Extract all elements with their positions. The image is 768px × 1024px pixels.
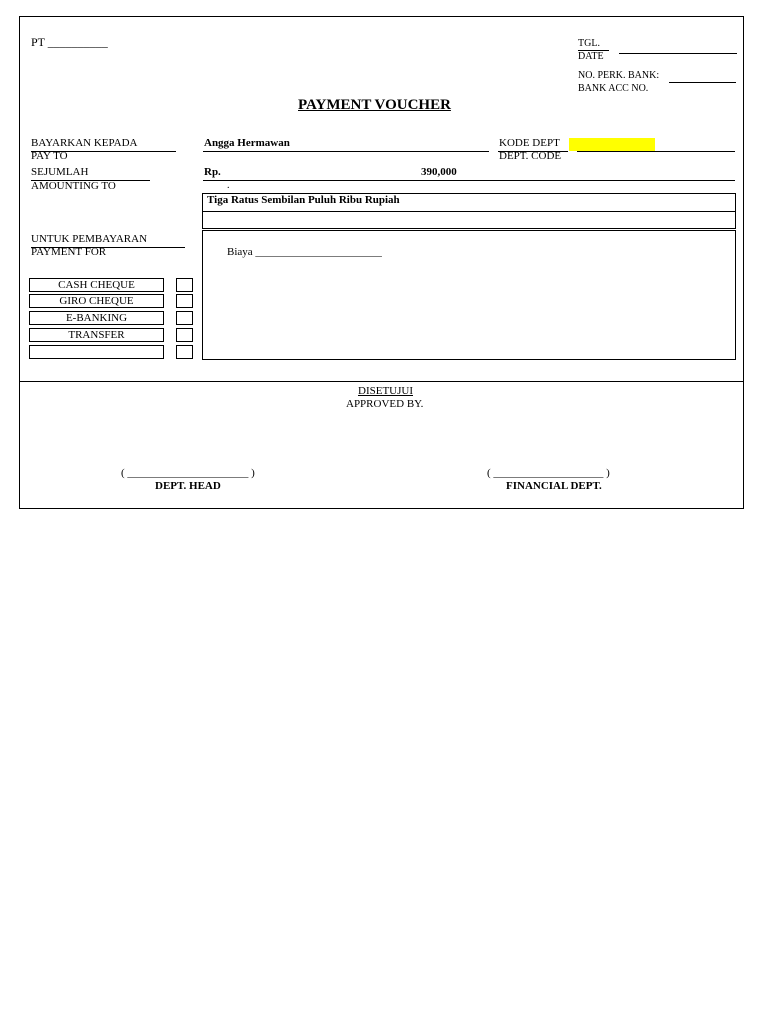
payment-for-label-id: UNTUK PEMBAYARAN — [31, 233, 148, 245]
biaya-line — [227, 246, 382, 258]
amount-label-id: SEJUMLAH — [31, 166, 89, 178]
pay-to-value: Angga Hermawan — [204, 137, 290, 149]
payment-method-transfer: TRANSFER — [29, 328, 164, 342]
amount-currency: Rp. — [204, 166, 221, 178]
dept-code-field[interactable] — [569, 138, 655, 151]
payment-method-e-banking: E-BANKING — [29, 311, 164, 325]
payment-for-label-en: PAYMENT FOR — [31, 246, 107, 258]
bank-acc-field[interactable] — [669, 82, 736, 83]
checkbox-e-banking[interactable] — [176, 311, 193, 325]
biaya-label: Biaya — [227, 246, 253, 258]
dept-code-label-en: DEPT. CODE — [499, 150, 562, 162]
dept-code-label-id: KODE DEPT — [499, 137, 560, 149]
checkbox-giro-cheque[interactable] — [176, 294, 193, 308]
checkbox-other[interactable] — [176, 345, 193, 359]
checkbox-cash-cheque[interactable] — [176, 278, 193, 292]
amount-dot: . — [227, 180, 230, 191]
financial-dept-signature-line: ( ____________________ ) — [487, 467, 610, 479]
pay-to-label-id: BAYARKAN KEPADA — [31, 137, 138, 149]
dept-head-signature-line: ( ______________________ ) — [121, 467, 255, 479]
date-field[interactable] — [619, 53, 737, 54]
date-label-id: TGL. — [578, 38, 600, 49]
biaya-field[interactable]: _______________________ — [255, 246, 382, 258]
pay-to-label-en: PAY TO — [31, 150, 68, 162]
company-prefix: PT __________ — [31, 35, 108, 49]
amount-in-words-divider — [202, 211, 736, 212]
date-label-en: DATE — [578, 51, 604, 62]
payment-method-cash-cheque: CASH CHEQUE — [29, 278, 164, 292]
amount-in-words: Tiga Ratus Sembilan Puluh Ribu Rupiah — [207, 194, 400, 206]
payment-method-other[interactable] — [29, 345, 164, 359]
pay-to-field-line — [203, 151, 489, 152]
payment-method-giro-cheque: GIRO CHEQUE — [29, 294, 164, 308]
financial-dept-label: FINANCIAL DEPT. — [506, 480, 602, 492]
bank-acc-label-id: NO. PERK. BANK: — [578, 70, 660, 81]
amount-field-line — [203, 180, 735, 181]
dept-head-label: DEPT. HEAD — [155, 480, 221, 492]
checkbox-transfer[interactable] — [176, 328, 193, 342]
approval-divider — [19, 381, 744, 382]
approval-title-en: APPROVED BY. — [346, 398, 424, 410]
amount-label-en: AMOUNTING TO — [31, 180, 116, 192]
dept-code-field-line — [577, 151, 735, 152]
voucher-title: PAYMENT VOUCHER — [298, 97, 451, 113]
amount-value: 390,000 — [421, 166, 457, 178]
bank-acc-label-en: BANK ACC NO. — [578, 83, 649, 94]
approval-title-id: DISETUJUI — [358, 385, 413, 397]
